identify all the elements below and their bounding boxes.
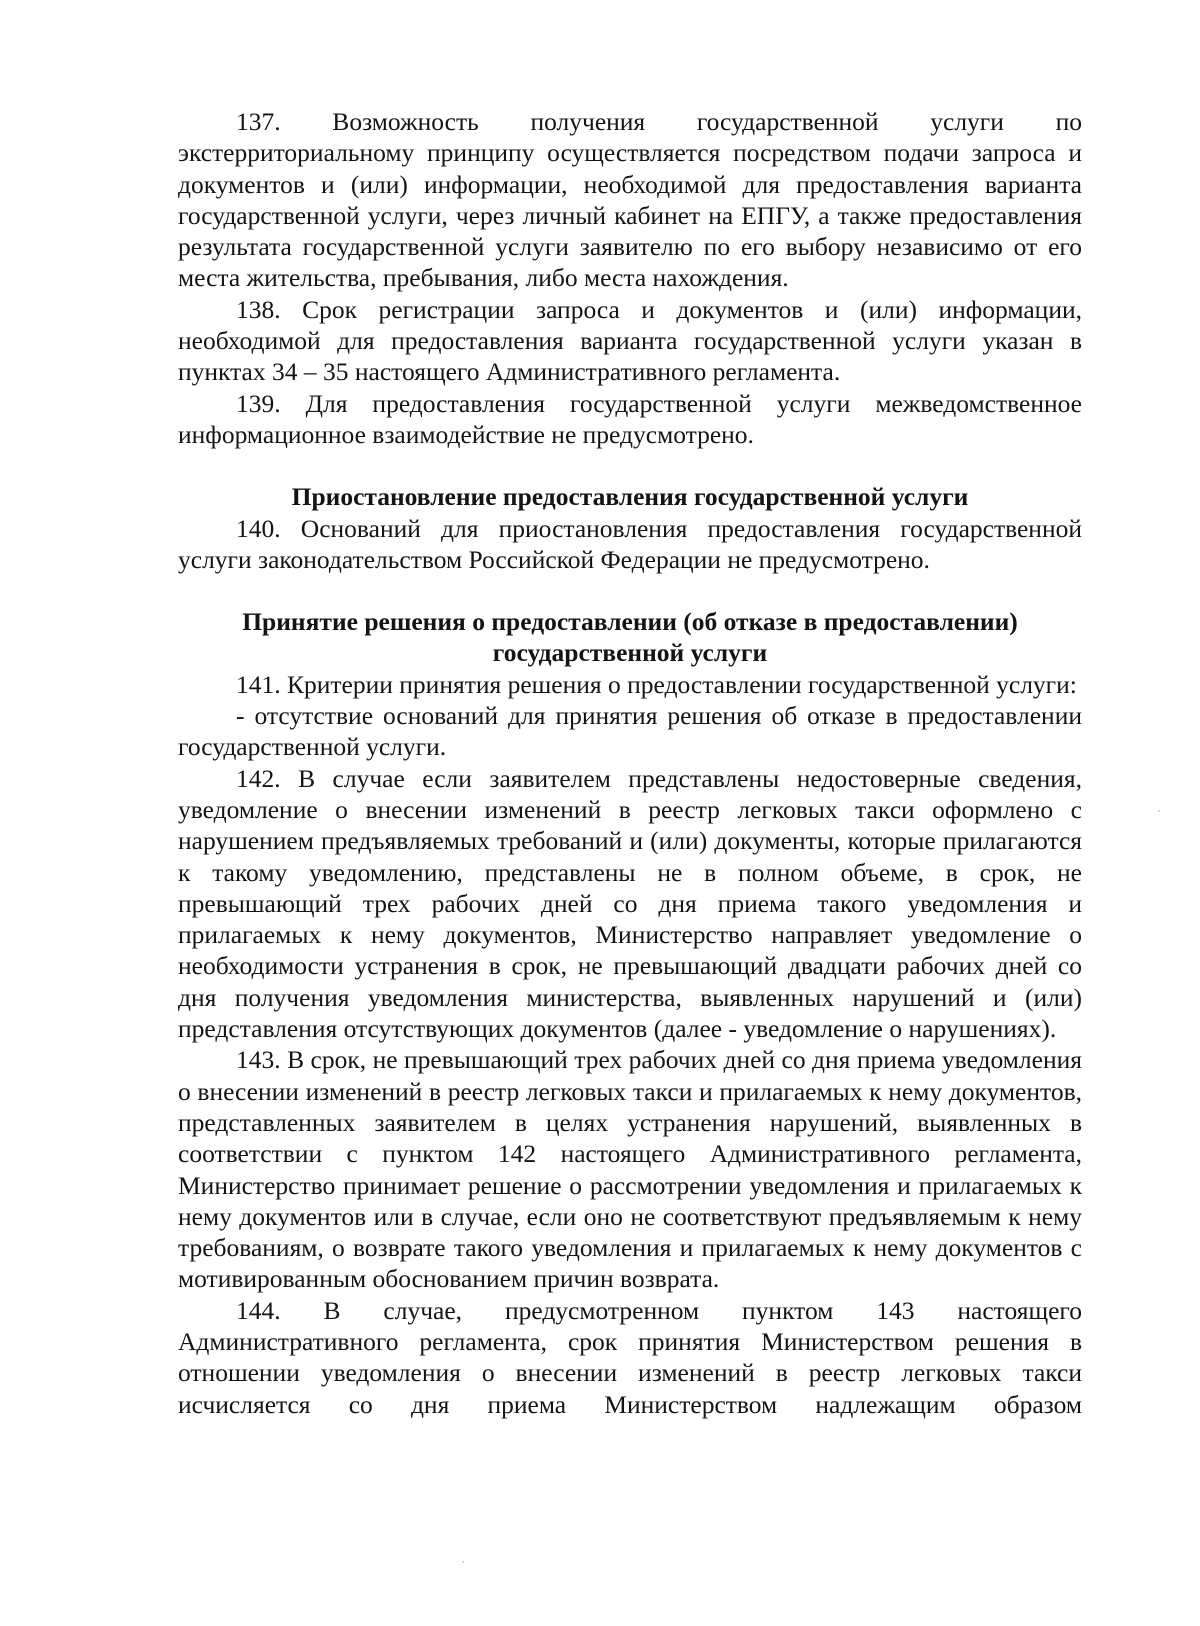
scan-speck — [1158, 810, 1160, 812]
heading-decision-line-1: Принятие решения о предоставлении (об отказе в предоставлении) — [242, 607, 1018, 637]
paragraph-137: 137. Возможность получения государственной услуги по экстерриториальному принципу осуществляется посредством подачи запроса и документов и (или) информации, необходимой для предоставления варианта государственной услуги, через личный кабинет на ЕПГУ, а также предоставления результата государственной услуги заявителю по его выбору независимо от его места жительства, пребывания, либо места нахождения. — [178, 107, 1082, 293]
paragraph-141-item: - отсутствие оснований для принятия решения об отказе в предоставлении государственной услуги. — [178, 701, 1082, 762]
paragraph-138: 138. Срок регистрации запроса и документов и (или) информации, необходимой для предоставления варианта государственной услуги указан в пунктах 34 – 35 настоящего Административного регламента. — [178, 294, 1082, 387]
section-gap — [178, 575, 1082, 606]
document-page — [178, 106, 1082, 1420]
paragraph-141: 141. Критерии принятия решения о предоставлении государственной услуги: — [236, 669, 1077, 699]
paragraph-139: 139. Для предоставления государственной услуги межведомственное информационное взаимодействие не предусмотрено. — [178, 388, 1082, 449]
heading-decision — [178, 606, 1082, 669]
section-gap — [178, 450, 1082, 481]
heading-suspension: Приостановление предоставления государственной услуги — [291, 482, 969, 512]
paragraph-142: 142. В случае если заявителем представлены недостоверные сведения, уведомление о внесении изменений в реестр легковых такси оформлено с нарушением предъявляемых требований и (или) документы, которые прилагаются к такому уведомлению, представлены не в полном объеме, в срок, не превышающий трех рабочих дней со дня приема такого уведомления и прилагаемых к нему документов, Министерство направляет уведомление о необходимости устранения в срок, не превышающий двадцати рабочих дней со дня получения уведомления министерства, выявленных нарушений и (или) представления отсутствующих документов (далее - уведомление о нарушениях). — [178, 763, 1082, 1044]
heading-decision-line-2: государственной услуги — [492, 638, 768, 668]
paragraph-143: 143. В срок, не превышающий трех рабочих дней со дня приема уведомления о внесении изменений в реестр легковых такси и прилагаемых к нему документов, представленных заявителем в целях устранения нарушений, выявленных в соответствии с пунктом 142 настоящего Административного регламента, Министерство принимает решение о рассмотрении уведомления и прилагаемых к нему документов или в случае, если оно не соответствуют предъявляемым к нему требованиям, о возврате такого уведомления и прилагаемых к нему документов с мотивированным обоснованием причин возврата. — [178, 1045, 1082, 1294]
paragraph-140: 140. Оснований для приостановления предоставления государственной услуги законодательством Российской Федерации не предусмотрено. — [178, 513, 1082, 574]
scan-speck — [462, 1561, 464, 1563]
paragraph-144: 144. В случае, предусмотренном пунктом 143 настоящего Административного регламента, срок принятия Министерством решения в отношении уведомления о внесении изменений в реестр легковых такси исчисляется со дня приема Министерством надлежащим образом — [178, 1295, 1082, 1419]
